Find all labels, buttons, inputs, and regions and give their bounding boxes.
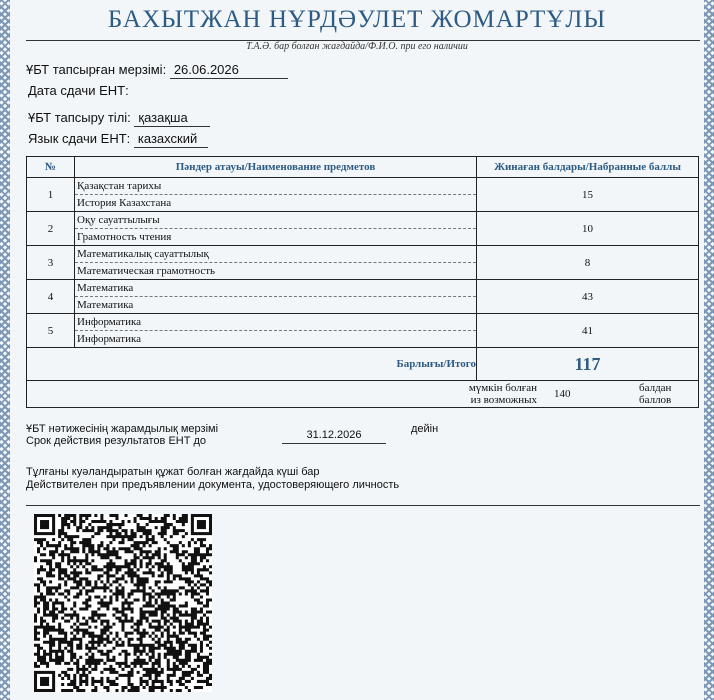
exam-date-row — [26, 62, 288, 79]
certificate — [14, 0, 702, 700]
subject-ru: Грамотность чтения — [77, 231, 172, 243]
note-kz: Тұлғаны куәландыратын құжат болған жағдайда күші бар — [26, 466, 320, 478]
exam-lang-row-ru — [28, 131, 208, 148]
table-row — [27, 280, 699, 314]
exam-date-label-kz: ҰБТ тапсырған мерзімі: — [26, 62, 167, 77]
table-row — [27, 178, 699, 212]
exam-lang-label-kz: ҰБТ тапсыру тілі: — [28, 110, 131, 125]
subject-ru: Математика — [77, 299, 134, 311]
score-cell: 43 — [477, 280, 699, 314]
validity-value: 31.12.2026 — [282, 429, 386, 444]
subject-ru: Информатика — [77, 333, 142, 345]
grades-table — [26, 156, 699, 408]
decorative-border-left — [0, 0, 10, 700]
row-number: 2 — [27, 212, 75, 246]
validity-label-kz: ҰБТ нәтижесінің жарамдылық мерзімі — [26, 423, 219, 435]
name-hint: Т.А.Ә. бар болған жағдайда/Ф.И.О. при его наличии — [246, 41, 468, 52]
row-number: 1 — [27, 178, 75, 212]
decorative-border-right — [704, 0, 714, 700]
subject-kz: Математика — [75, 280, 476, 297]
qr-code — [34, 514, 212, 692]
subject-cell — [75, 178, 477, 212]
score-cell: 15 — [477, 178, 699, 212]
row-number: 5 — [27, 314, 75, 348]
max-cell — [27, 381, 699, 408]
subject-ru: История Казахстана — [77, 197, 172, 209]
total-row — [27, 348, 699, 381]
max-suffix-kz: балдан — [639, 382, 672, 394]
subject-cell — [75, 314, 477, 348]
subject-cell — [75, 280, 477, 314]
subject-ru: Математическая грамотность — [77, 265, 216, 277]
max-label-ru: из возможных — [470, 394, 537, 406]
max-label-kz: мүмкін болған — [468, 382, 537, 394]
bottom-divider — [26, 505, 700, 506]
score-cell: 8 — [477, 246, 699, 280]
row-number: 4 — [27, 280, 75, 314]
exam-date-value: 26.06.2026 — [170, 62, 288, 79]
max-value: 140 — [554, 388, 571, 400]
validity-label-ru: Срок действия результатов ЕНТ до — [26, 435, 207, 447]
exam-lang-value-ru: казахский — [134, 131, 208, 148]
subject-kz: Математикалық сауаттылық — [75, 246, 476, 263]
score-cell: 41 — [477, 314, 699, 348]
max-suffix-ru: баллов — [639, 394, 672, 406]
exam-lang-label-ru: Язык сдачи ЕНТ: — [28, 131, 131, 146]
table-row — [27, 246, 699, 280]
total-label: Барлығы/Итого — [27, 348, 477, 381]
subject-cell — [75, 246, 477, 280]
col-num-header: № — [27, 157, 75, 178]
validity-suffix: дейін — [411, 423, 439, 435]
subject-kz: Информатика — [75, 314, 476, 331]
total-value: 117 — [477, 348, 699, 381]
exam-lang-value-kz: қазақша — [134, 110, 210, 127]
student-name: БАХЫТЖАН НҰРДӘУЛЕТ ЖОМАРТҰЛЫ — [107, 6, 607, 33]
exam-lang-row-kz — [28, 110, 210, 127]
col-subject-header: Пәндер атауы/Наименование предметов — [75, 157, 477, 178]
table-row — [27, 212, 699, 246]
subject-cell — [75, 212, 477, 246]
exam-date-label-ru: Дата сдачи ЕНТ: — [28, 83, 129, 98]
table-row — [27, 314, 699, 348]
row-number: 3 — [27, 246, 75, 280]
note-ru: Действителен при предъявлении документа, удостоверяющего личность — [26, 479, 400, 491]
col-score-header: Жинаған балдары/Набранные баллы — [477, 157, 699, 178]
table-header — [27, 157, 699, 178]
subject-kz: Қазақстан тарихы — [75, 178, 476, 195]
score-cell: 10 — [477, 212, 699, 246]
subject-kz: Оқу сауаттылығы — [75, 212, 476, 229]
max-row — [27, 381, 699, 408]
